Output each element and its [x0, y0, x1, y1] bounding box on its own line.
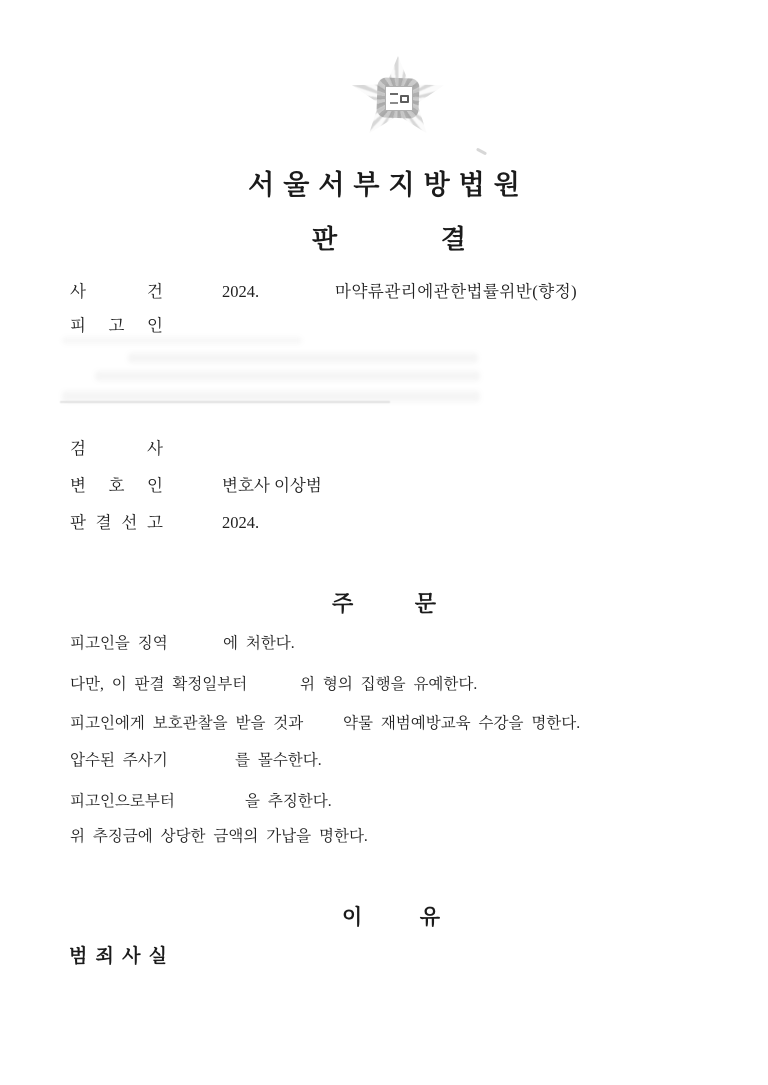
case-label: 사 건: [70, 282, 163, 301]
order-text: 다만, 이 판결 확정일부터: [70, 676, 248, 693]
redacted-ghost: [62, 337, 302, 344]
court-name: 서울서부지방법원: [248, 170, 529, 200]
order-text: 위 추징금에 상당한 금액의 가납을 명한다.: [70, 828, 368, 845]
prosecutor-label: 검 사: [70, 439, 163, 458]
case-year: 2024.: [222, 282, 260, 301]
seal-glyph-mark: [400, 95, 409, 103]
criminal-facts-subheading: 범 죄 사 실: [69, 946, 167, 967]
defendant-label: 피 고 인: [70, 316, 163, 335]
order-line-education: [0, 713, 768, 737]
case-charge: 마약류관리에관한법률위반(향정): [335, 282, 578, 301]
scan-noise-mark: [476, 148, 487, 156]
order-text: 에 처한다.: [223, 635, 295, 652]
order-text: 피고인을 징역: [70, 635, 168, 652]
order-text: 를 몰수한다.: [235, 752, 322, 769]
order-line-imprisonment: [0, 633, 768, 657]
order-heading: 주 문: [332, 591, 436, 616]
sentencing-date-value: 2024.: [222, 513, 260, 532]
order-line-provisional-payment: [0, 826, 768, 850]
court-seal-icon: [350, 56, 446, 142]
order-line-confiscation: [0, 750, 768, 774]
defendant-row: [0, 315, 768, 339]
sentencing-date-label: 판 결 선 고: [70, 513, 163, 532]
order-text: 약물 재범예방교육 수강을 명한다.: [343, 715, 581, 732]
counsel-value: 변호사 이상범: [222, 476, 322, 495]
order-text: 위 형의 집행을 유예한다.: [300, 676, 478, 693]
order-text: 피고인에게 보호관찰을 받을 것과: [70, 715, 304, 732]
defense-counsel-row: [0, 475, 768, 499]
order-text: 피고인으로부터: [70, 793, 175, 810]
seal-center-box: [385, 86, 413, 111]
sentencing-date-row: [0, 512, 768, 536]
order-text: 을 추징한다.: [245, 793, 332, 810]
order-line-probation-suspension: [0, 674, 768, 698]
redacted-ghost: [128, 353, 478, 363]
document-title: 판 결: [312, 224, 466, 254]
counsel-label: 변 호 인: [70, 476, 163, 495]
prosecutor-row: [0, 438, 768, 462]
order-line-forfeiture: [0, 791, 768, 815]
redacted-ghost-line: [60, 401, 390, 403]
reasons-heading: 이 유: [342, 906, 440, 929]
case-number-row: [0, 281, 768, 305]
redacted-ghost: [95, 371, 480, 381]
seal-glyph-mark: [390, 93, 398, 104]
order-text: 압수된 주사기: [70, 752, 168, 769]
